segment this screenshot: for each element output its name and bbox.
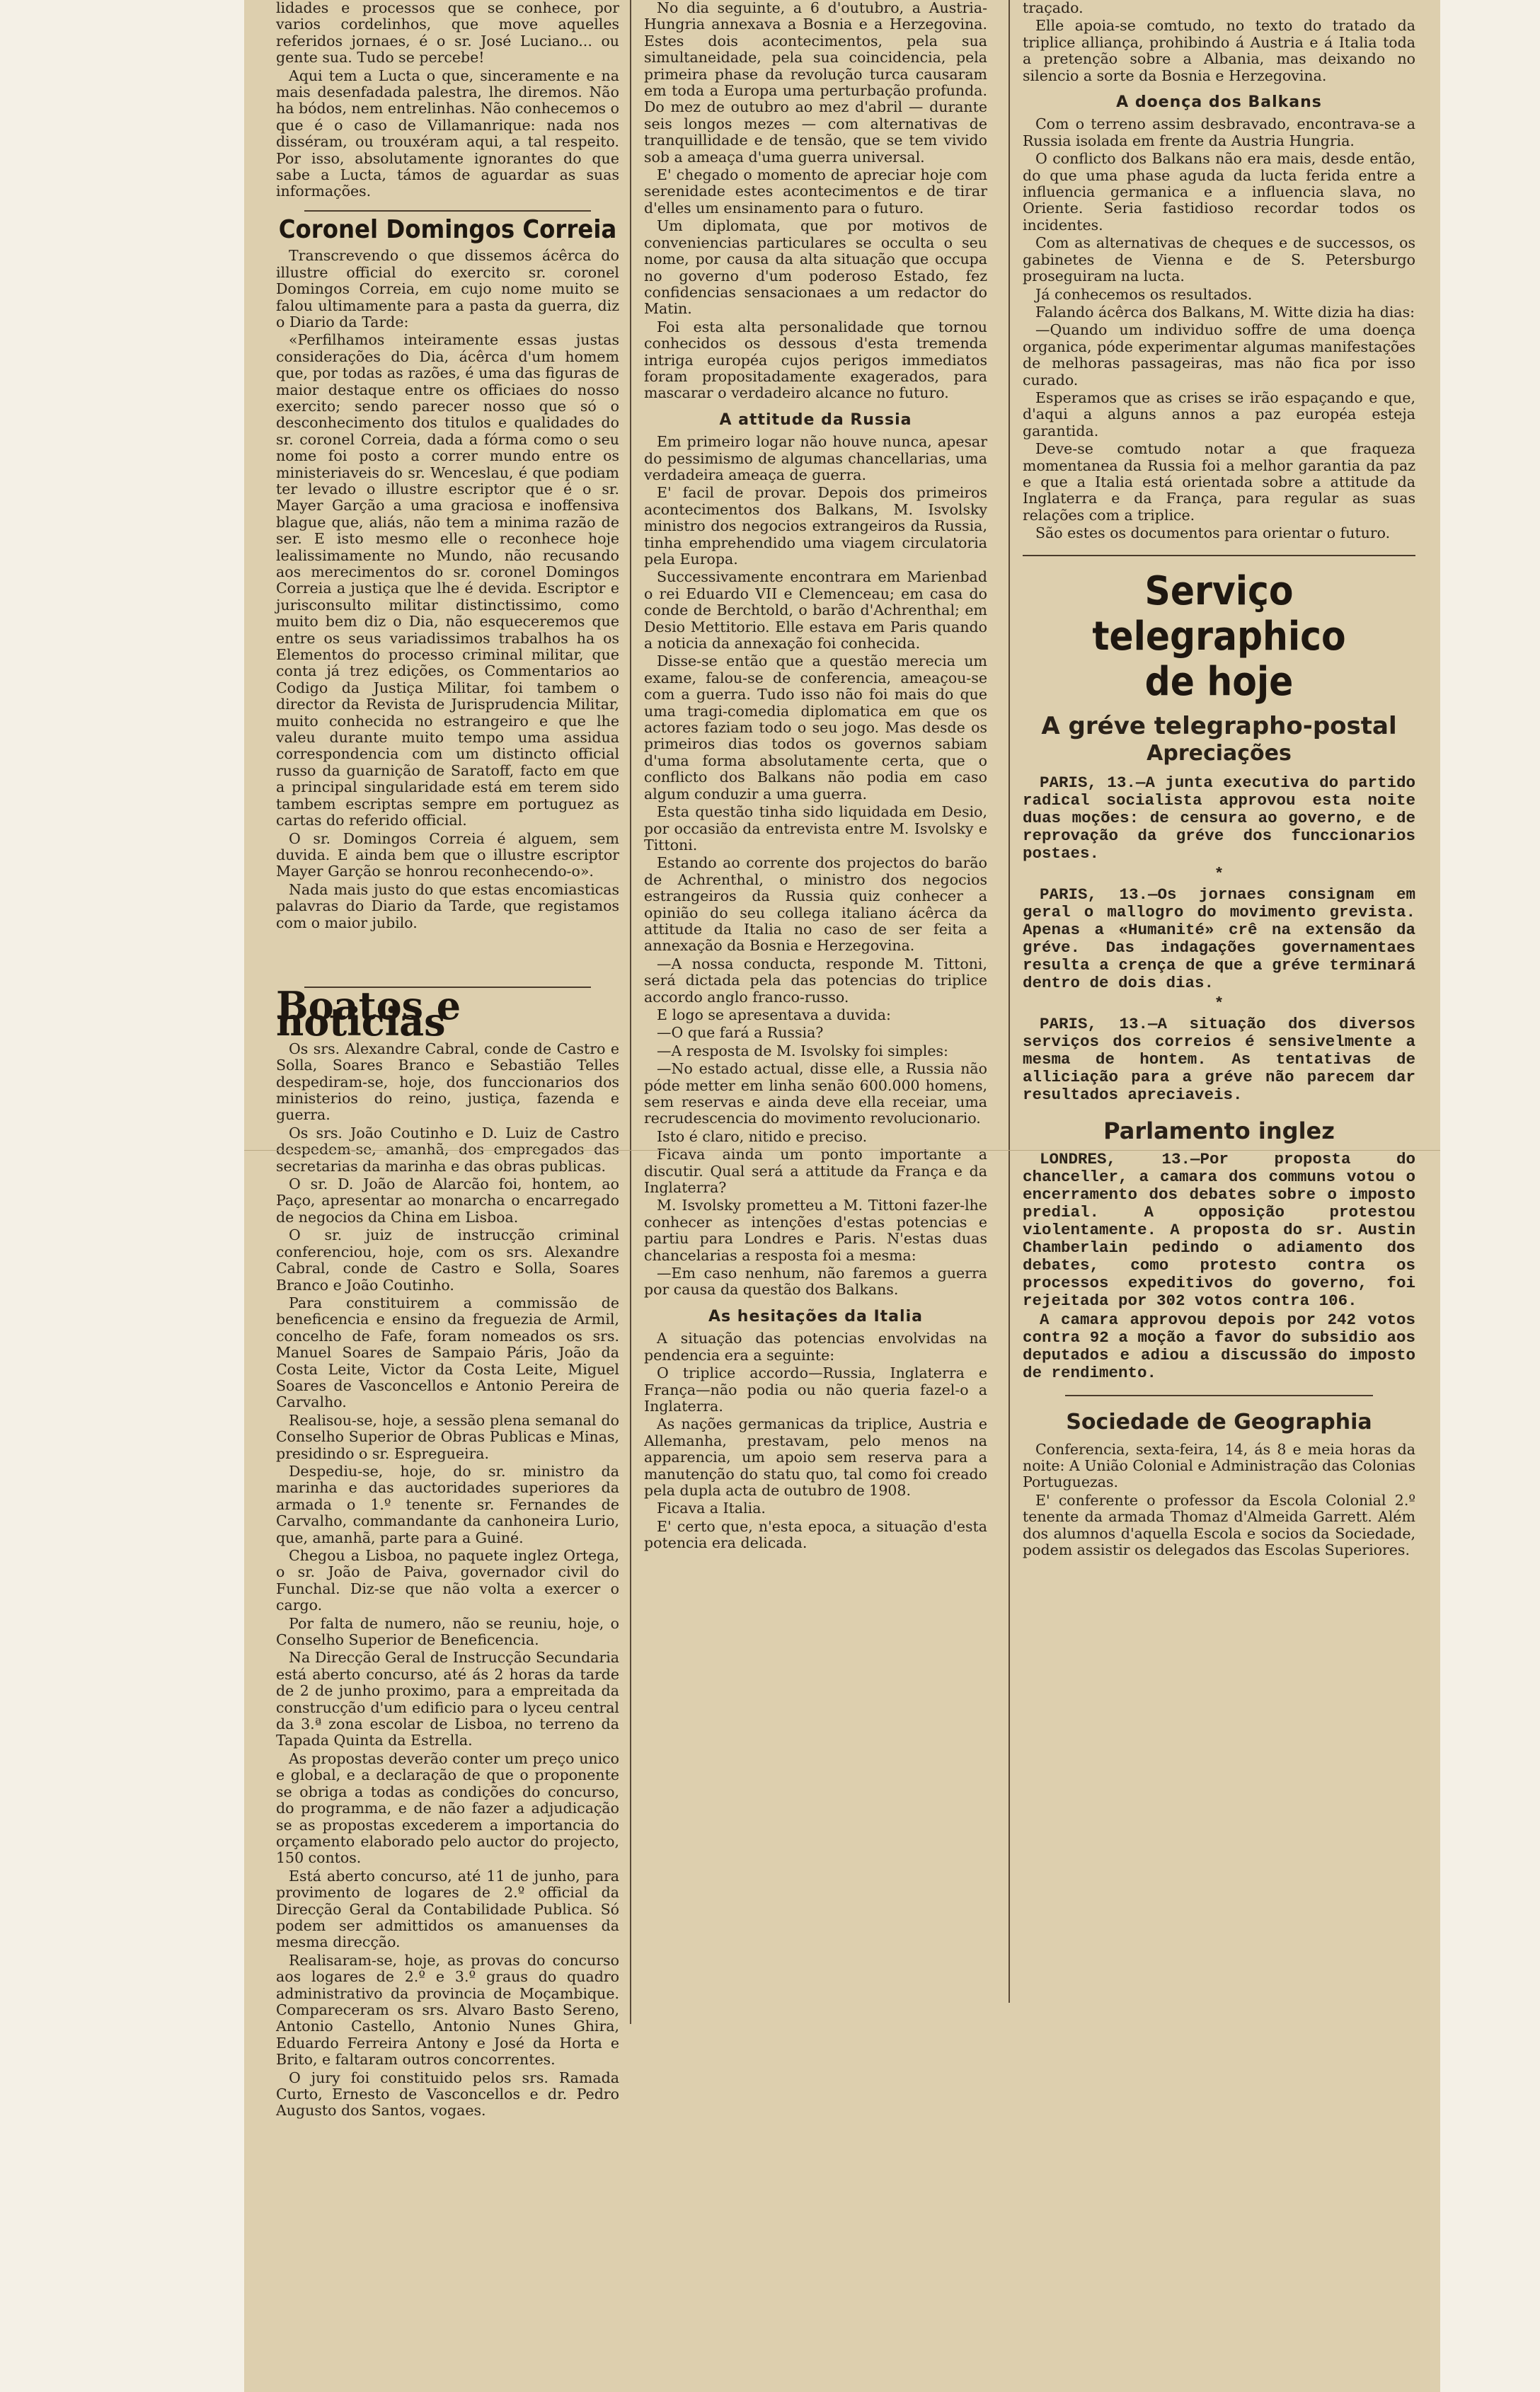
paragraph: No dia seguinte, a 6 d'outubro, a Austria-Hungria annexava a Bosnia e a Herzegovina. Estes dois acontecimentos, pela sua simultaneidade, pela sua coincidencia, pela primeira phase da revolução turca causaram em toda a Europa uma perturbação profunda. Do mez de outubro ao mez d'abril — durante seis longos mezes — com alternativas de tranquillidade e de tensão, que se tem vivido sob a ameaça d'uma guerra universal. <box>644 0 987 166</box>
separator-star: * <box>1214 864 1224 883</box>
telegram-block <box>1023 774 1415 1104</box>
divider <box>304 210 591 212</box>
strike-title: A gréve telegrapho-postal <box>1041 711 1397 740</box>
column-3 <box>1023 0 1415 2003</box>
paragraph: Ficava a Italia. <box>657 1500 766 1517</box>
news-item: Na Direcção Geral de Instrucção Secundaria está aberto concurso, até ás 2 horas da tarde de 2 de junho proximo, para a empreitada da construcção d'um edificio para o lyceu central da 3.ª zona escolar de Lisboa, no terreno da Tapada Quinta da Estrella. <box>276 1649 619 1749</box>
geography-title: Sociedade de Geographia <box>1066 1409 1372 1434</box>
paragraph: Isto é claro, nitido e preciso. <box>657 1127 868 1145</box>
strike-subtitle: Apreciações <box>1147 740 1292 766</box>
paragraph: Conferencia, sexta-feira, 14, ás 8 e meia horas da noite: A União Colonial e Administração das Colonias Portuguezas. <box>1023 1440 1415 1491</box>
paragraph: Foi esta alta personalidade que tornou conhecidos os dessous d'esta tremenda intriga européa cujos perigos immediatos foram propositadamente exagerados, para mascarar o verdadeiro alcance no futuro. <box>644 318 987 402</box>
paragraph: —O que fará a Russia? <box>657 1024 824 1042</box>
column-1-lower <box>276 977 619 2120</box>
paragraph: As nações germanicas da triplice, Austria e Allemanha, prestavam, pelo menos na apparencia, um apoio sem reserva para a manutenção do statu quo, tal como foi creado pela dupla acta de outubro de 1908. <box>644 1415 987 1499</box>
paragraph: E' chegado o momento de apreciar hoje com serenidade estes acontecimentos e de tirar d'elles um ensinamento para o futuro. <box>644 166 987 217</box>
news-item: O jury foi constituido pelos srs. Ramada Curto, Ernesto de Vasconcellos e dr. Pedro Augusto dos Santos, vogaes. <box>276 2069 619 2120</box>
news-item: Os srs. Alexandre Cabral, conde de Castro e Solla, Soares Branco e Sebastião Telles despediram-se, hoje, dos funccionarios dos ministerios do reino, justiça, fazenda e guerra. <box>276 1040 619 1124</box>
divider <box>1065 1395 1373 1396</box>
paragraph: Elle apoia-se comtudo, no texto do tratado da triplice alliança, prohibindo á Austria e á Italia toda a pretenção sobre a Albania, mas deixando no silencio a sorte da Bosnia e Herzegovina. <box>1023 17 1415 84</box>
paragraph: E logo se apresentava a duvida: <box>657 1006 891 1023</box>
paragraph: E' facil de provar. Depois dos primeiros acontecimentos dos Balkans, M. Isvolsky ministro dos negocios extrangeiros da Russia, tinha emprehendido uma viagem circulatoria pela Europa. <box>644 484 987 568</box>
paragraph: Deve-se comtudo notar a que fraqueza momentanea da Russia foi a melhor garantia da paz e que a Italia está orientada sobre a attitude da Inglaterra e da França, para regular as suas relações com a triplice. <box>1023 440 1415 524</box>
news-item: As propostas deverão conter um preço unico e global, e a declaração de que o proponente se obriga a todas as condições do concurso, do programma, e de não fazer a adjudicação se as propostas excederem a importancia do orçamento elaborado pelo auctor do projecto, 150 contos. <box>276 1749 619 1867</box>
paragraph: —Quando um individuo soffre de uma doença organica, póde experimentar algumas manifestações de melhoras passageiras, mas não fica por isso curado. <box>1023 321 1415 389</box>
paragraph: Um diplomata, que por motivos de conveniencias particulares se occulta o seu nome, por causa da alta situação que occupa no governo d'um poderoso Estado, fez confidencias sensacionaes a um redactor do Matin. <box>644 217 987 318</box>
paragraph: —A resposta de M. Isvolsky foi simples: <box>657 1042 948 1059</box>
paragraph: Aqui tem a Lucta o que, sinceramente e na mais desenfadada palestra, lhe diremos. Não ha bódos, nem entrelinhas. Não conhecemos o que é o caso de Villamanrique: nada nos disséram, ou trouxéram aqui, a tal respeito. Por isso, absolutamente ignorantes do que sabe a Lucta, támos de aguardar as suas informações. <box>276 67 619 200</box>
paragraph: Estando ao corrente dos projectos do barão de Achrenthal, o ministro dos negocios estrangeiros da Russia quiz conhecer a opinião do seu collega italiano ácêrca da attitude da Italia no caso de ser feita a annexação da Bosnia e Herzegovina. <box>644 854 987 955</box>
paragraph: O sr. Domingos Correia é alguem, sem duvida. E ainda bem que o illustre escriptor Mayer Garção se honrou reconhecendo-o». <box>276 829 619 880</box>
news-item: Os srs. João Coutinho e D. Luiz de Castro despedem-se, amanhã, dos empregados das secretarias da marinha e das obras publicas. <box>276 1124 619 1175</box>
paragraph: Successivamente encontrara em Marienbad o rei Eduardo VII e Clemenceau; em casa do conde de Berchtold, o barão d'Achrenthal; em Desio Mettitorio. Elle estava em Paris quando a noticia da annexação foi conhecida. <box>644 568 987 652</box>
news-item: Realisaram-se, hoje, as provas do concurso aos logares de 2.º e 3.º graus do quadro administrativo da provincia de Moçambique. Compareceram os srs. Alvaro Basto Sereno, Antonio Castello, Antonio Nunes Ghira, Eduardo Ferreira Antony e José da Horta e Brito, e faltaram outros concorrentes. <box>276 1951 619 2069</box>
news-item: Para constituirem a commissão de beneficencia e ensino da freguezia de Armil, concelho de Fafe, foram nomeados os srs. Manuel Soares de Sampaio Páris, João da Costa Leite, Victor da Costa Leite, Miguel Soares de Vasconcellos e Antonio Pereira de Carvalho. <box>276 1294 619 1411</box>
column-rule <box>630 0 631 2024</box>
paragraph: Esta questão tinha sido liquidada em Desio, por occasião da entrevista entre M. Isvolsky e Tittoni. <box>644 803 987 853</box>
telegraph-title-line2: de hoje <box>1144 658 1294 705</box>
column-1 <box>276 0 619 970</box>
telegram: A camara approvou depois por 242 votos contra 92 a moção a favor do subsidio aos deputados e adiou a discussão do imposto de rendimento. <box>1023 1310 1415 1382</box>
paragraph: E' certo que, n'esta epoca, a situação d'esta potencia era delicada. <box>644 1517 987 1552</box>
paragraph: Nada mais justo do que estas encomiasticas palavras do Diario da Tarde, que registamos com o maior jubilo. <box>276 880 619 931</box>
paragraph: Falando ácêrca dos Balkans, M. Witte dizia ha dias: <box>1035 303 1415 321</box>
parliament-title: Parlamento inglez <box>1103 1117 1335 1144</box>
paragraph: —Em caso nenhum, não faremos a guerra por causa da questão dos Balkans. <box>644 1265 987 1299</box>
news-item: Está aberto concurso, até 11 de junho, para provimento de logares de 2.º official da Direcção Geral da Contabilidade Publica. Só podem ser admittidos os amanuenses da mesma direcção. <box>276 1867 619 1951</box>
divider <box>1023 555 1415 556</box>
column-2 <box>644 0 987 2031</box>
paragraph: Disse-se então que a questão merecia um exame, falou-se de conferencia, ameaçou-se com a guerra. Tudo isso não foi mais do que uma tragi-comedia diplomatica em que os actores faziam todo o seu jogo. Mas desde os primeiros dias todos os governos sabiam d'uma forma absolutamente certa, que o conflicto dos Balkans não podia em caso algum conduzir a uma guerra. <box>644 652 987 803</box>
paragraph: E' conferente o professor da Escola Colonial 2.º tenente da armada Thomaz d'Almeida Garrett. Além dos alumnos d'aquella Escola e socios da Sociedade, podem assistir os delegados das Escolas Superiores. <box>1023 1491 1415 1559</box>
paragraph: Com o terreno assim desbravado, encontrava-se a Russia isolada em frente da Austria Hungria. <box>1023 115 1415 149</box>
separator-star: * <box>1214 994 1224 1013</box>
news-item: Por falta de numero, não se reuniu, hoje, o Conselho Superior de Beneficencia. <box>276 1614 619 1649</box>
paragraph: Com as alternativas de cheques e de successos, os gabinetes de Vienna e de S. Petersburgo proseguiram na lucta. <box>1023 234 1415 285</box>
paragraph: O conflicto dos Balkans não era mais, desde então, do que uma phase aguda da lucta ferida entre a influencia germanica e a influencia slava, no Oriente. Seria fastidioso recordar todos os incidentes. <box>1023 150 1415 234</box>
paragraph: Já conhecemos os resultados. <box>1035 285 1253 303</box>
paragraph: Ficava ainda um ponto importante a discutir. Qual será a attitude da França e da Inglaterra? <box>644 1146 987 1197</box>
subhead-russia: A attitude da Russia <box>719 410 912 429</box>
subhead-balkans: A doença dos Balkans <box>1116 93 1322 112</box>
telegraph-title: Serviço telegraphico <box>1092 568 1346 660</box>
telegram: LONDRES, 13.—Por proposta do chanceller, a camara dos communs votou o encerramento dos debates sobre o imposto predial. A opposição protestou violentamente. A proposta do sr. Austin Chamberlain pedindo o adiamento dos debates, como protesto contra os processos expeditivos do governo, foi rejeitada por 302 votos contra 106. <box>1023 1149 1415 1310</box>
news-item: Chegou a Lisboa, no paquete inglez Ortega, o sr. João de Paiva, governador civil do Funchal. Diz-se que não volta a exercer o cargo. <box>276 1547 619 1614</box>
paragraph: —A nossa conducta, responde M. Tittoni, será dictada pela das potencias do triplice accordo anglo franco-russo. <box>644 955 987 1006</box>
headline-boatos: Boatos e noticias <box>276 983 461 1045</box>
news-item: O sr. juiz de instrucção criminal conferenciou, hoje, com os srs. Alexandre Cabral, conde de Castro e Solla, Soares Branco e João Coutinho. <box>276 1226 619 1294</box>
telegram-block <box>1023 1151 1415 1382</box>
paragraph: —No estado actual, disse elle, a Russia não póde metter em linha senão 600.000 homens, sem reservas e ainda deve ella receiar, uma recrudescencia do movimento revolucionario. <box>644 1060 987 1127</box>
paragraph: Esperamos que as crises se irão espaçando e que, d'aqui a alguns annos a paz européa esteja garantida. <box>1023 389 1415 439</box>
fold-line <box>244 1150 1440 1151</box>
news-item: Realisou-se, hoje, a sessão plena semanal do Conselho Superior de Obras Publicas e Minas, presidindo o sr. Espregueira. <box>276 1411 619 1462</box>
paragraph: traçado. <box>1023 0 1084 16</box>
paragraph: Transcrevendo o que dissemos ácêrca do illustre official do exercito sr. coronel Domingos Correia, em cujo nome muito se falou ultimamente para a pasta da guerra, diz o Diario da Tarde: <box>276 247 619 330</box>
telegram: PARIS, 13.—Os jornaes consignam em geral o mallogro do movimento grevista. Apenas a «Humanité» crê na extensão da gréve. Das indagações governamentaes resulta a crença de que a gréve terminará dentro de dois dias. <box>1023 885 1415 992</box>
paragraph: Em primeiro logar não houve nunca, apesar do pessimismo de algumas chancellarias, uma verdadeira ameaça de guerra. <box>644 433 987 483</box>
news-item: Despediu-se, hoje, do sr. ministro da marinha e das auctoridades superiores da armada o 1.º tenente sr. Fernandes de Carvalho, commandante da canhoneira Lurio, que, amanhã, parte para a Guiné. <box>276 1462 619 1546</box>
paragraph: M. Isvolsky prometteu a M. Tittoni fazer-lhe conhecer as intenções d'estas potencias e partiu para Londres e Paris. N'estas duas chancelarias a resposta foi a mesma: <box>644 1197 987 1264</box>
telegram: PARIS, 13.—A junta executiva do partido radical socialista approvou esta noite duas moções: de censura ao governo, e de reprovação da gréve dos funccionarios postaes. <box>1023 773 1415 863</box>
paragraph: lidades e processos que se conhece, por varios cordelinhos, que move aquelles referidos jornaes, é o sr. José Luciano... ou gente sua. Tudo se percebe! <box>276 0 619 67</box>
telegram: PARIS, 13.—A situação dos diversos serviços dos correios é sensivelmente a mesma de hontem. As tentativas de alliciação para a gréve não parecem dar resultados apreciaveis. <box>1023 1014 1415 1104</box>
news-item: O sr. D. João de Alarcão foi, hontem, ao Paço, apresentar ao monarcha o encarregado de negocios da China em Lisboa. <box>276 1175 619 1226</box>
paragraph: A situação das potencias envolvidas na pendencia era a seguinte: <box>644 1330 987 1364</box>
paragraph: São estes os documentos para orientar o futuro. <box>1035 524 1391 542</box>
headline-coronel: Coronel Domingos Correia <box>278 214 617 244</box>
paragraph: O triplice accordo—Russia, Inglaterra e França—não podia ou não queria fazel-o a Inglaterra. <box>644 1364 987 1415</box>
subhead-italia: As hesitações da Italia <box>708 1307 923 1326</box>
newspaper-page <box>244 0 1440 2392</box>
column-rule <box>1009 0 1010 2003</box>
paragraph: «Perfilhamos inteiramente essas justas considerações do Dia, ácêrca d'um homem que, por todas as razões, é uma das figuras de maior destaque entre os officiaes do nosso exercito; sendo parecer nosso que só o desconhecimento dos titulos e qualidades do sr. coronel Correia, dada a fórma como o seu nome foi posto a correr mundo entre os ministeriaveis do sr. Wenceslau, é que podiam ter levado o illustre escriptor que é o sr. Mayer Garção a uma graciosa e inoffensiva blague que, aliás, não tem a minima razão de ser. E isto mesmo elle o reconhece hoje lealissimamente no Mundo, não recusando aos merecimentos do sr. coronel Domingos Correia a justiça que lhe é devida. Escriptor e jurisconsulto militar distinctissimo, como muito bem diz o Dia, não esqueceremos que entre os seus variadissimos trabalhos ha os Elementos do processo criminal militar, que conta já trez edições, os Commentarios ao Codigo da Justiça Militar, foi tambem o director da Revista de Jurisprudencia Militar, muito conhecida no estrangeiro e que lhe valeu durante muito tempo uma assidua correspondencia com um distincto official russo da guarnição de Saratoff, facto em que a principal singularidade está em terem sido tambem escriptas sempre em portuguez as cartas do referido official. <box>276 331 619 829</box>
